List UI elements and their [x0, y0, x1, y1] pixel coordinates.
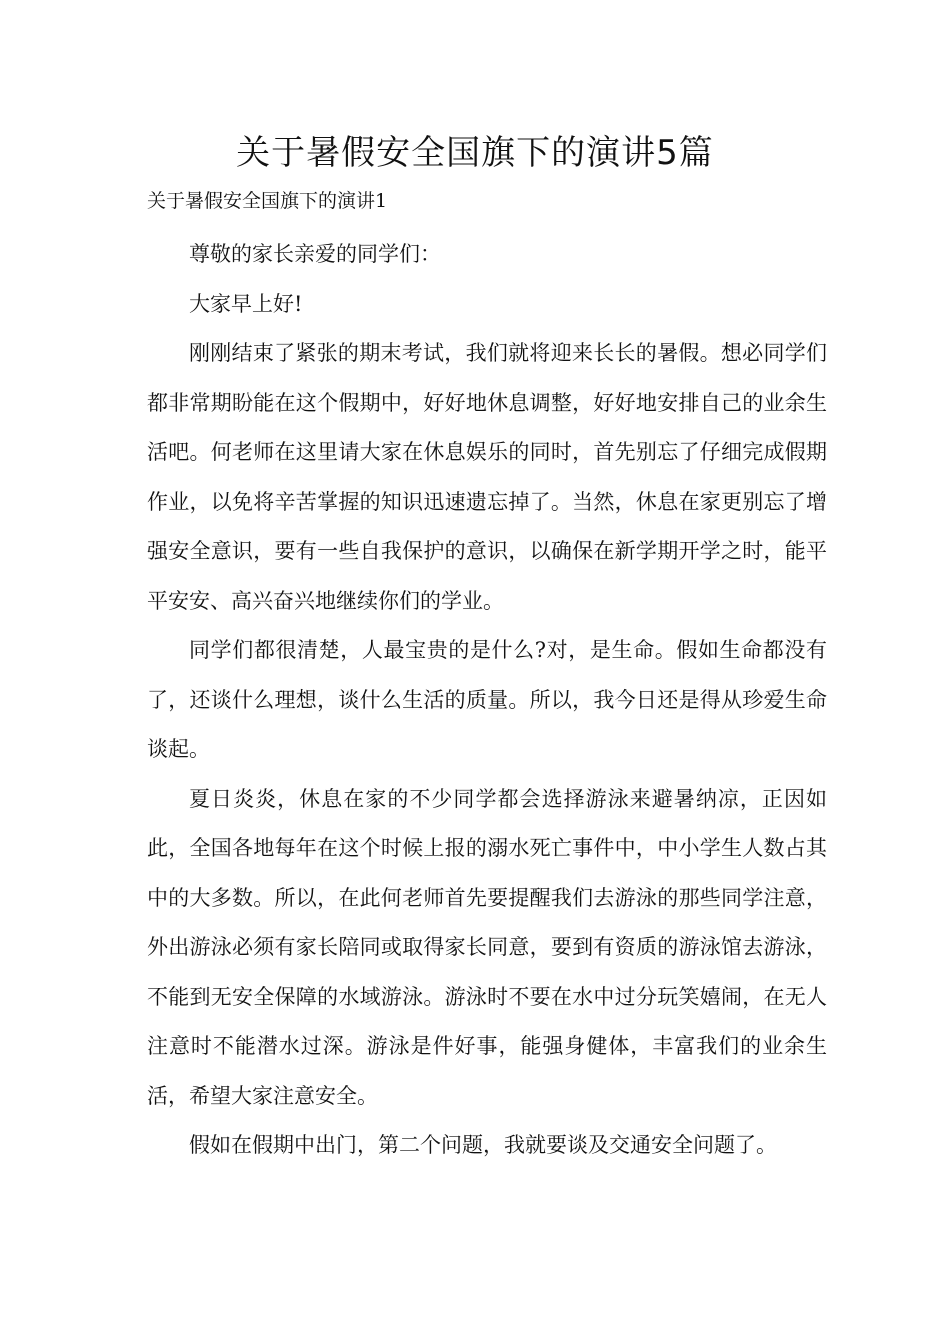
paragraph-good-morning: 大家早上好!: [189, 291, 303, 316]
paragraph-exam-end: 刚刚结束了紧张的期末考试，我们就将迎来长长的暑假。想必同学们都非常期盼能在这个假期中，好好地休息调整，好好地安排自己的业余生活吧。何老师在这里请大家在休息娱乐的同时，首先别忘了仔细完成假期作业，以免将辛苦掌握的知识迅速遗忘掉了。当然，休息在家更别忘了增强安全意识，要有一些自我保护的意识，以确保在新学期开学之时，能平平安安、高兴奋兴地继续你们的学业。: [147, 341, 827, 613]
paragraph-life: 同学们都很清楚，人最宝贵的是什么?对，是生命。假如生命都没有了，还谈什么理想，谈什么生活的质量。所以，我今日还是得从珍爱生命谈起。: [147, 638, 827, 761]
document-body: [147, 230, 827, 1171]
section-heading: 关于暑假安全国旗下的演讲1: [147, 190, 388, 212]
paragraph-greeting: 尊敬的家长亲爱的同学们：: [189, 242, 441, 266]
paragraph-swimming: 夏日炎炎，休息在家的不少同学都会选择游泳来避暑纳凉，正因如此，全国各地每年在这个时候上报的溺水死亡事件中，中小学生人数占其中的大多数。所以，在此何老师首先要提醒我们去游泳的那些同学注意，外出游泳必须有家长陪同或取得家长同意，要到有资质的游泳馆去游泳，不能到无安全保障的水域游泳。游泳时不要在水中过分玩笑嬉闹，在无人注意时不能潜水过深。游泳是件好事，能强身健体，丰富我们的业余生活，希望大家注意安全。: [147, 786, 827, 1108]
paragraph-traffic: 假如在假期中出门，第二个问题，我就要谈及交通安全问题了。: [189, 1133, 777, 1157]
document-title: 关于暑假安全国旗下的演讲5篇: [236, 133, 714, 173]
